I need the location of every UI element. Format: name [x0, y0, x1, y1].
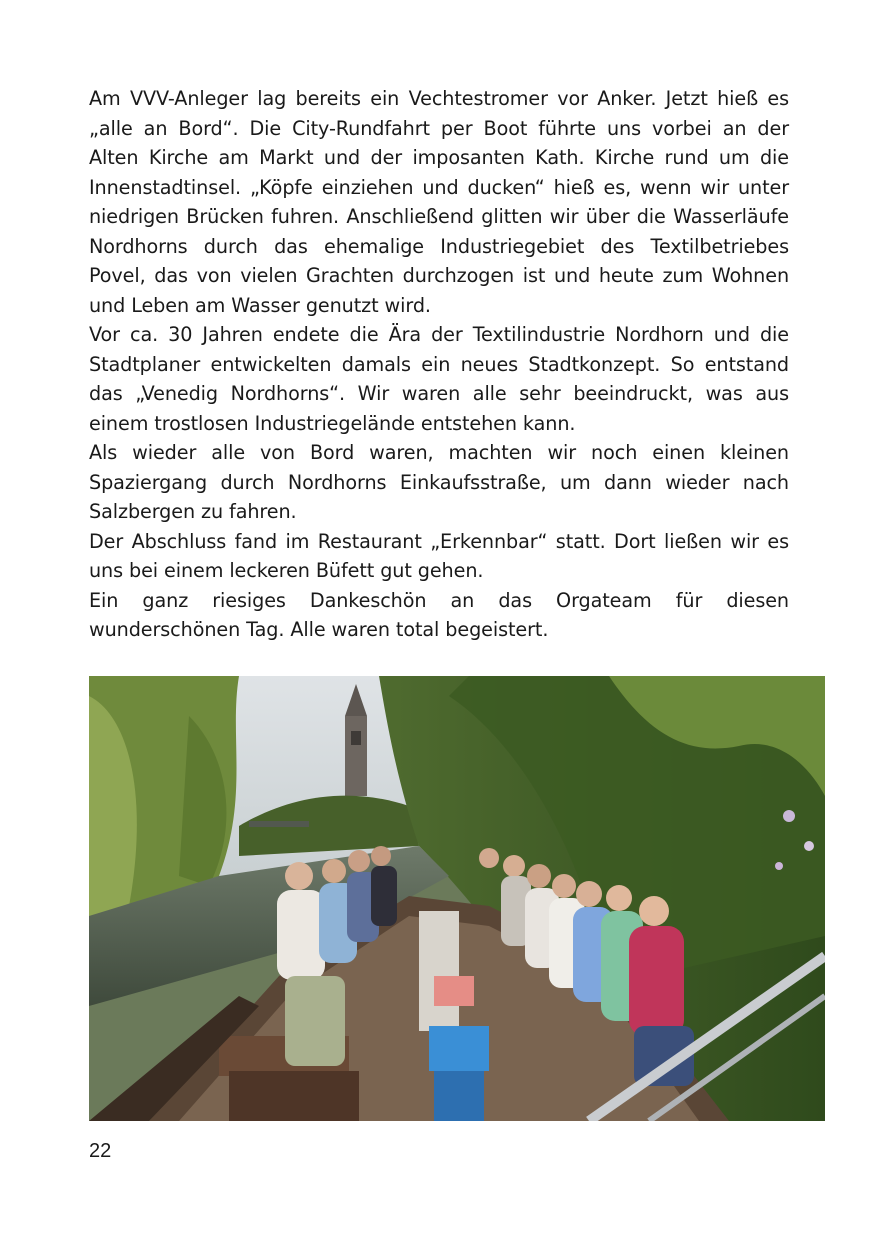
- paragraph-walk: Als wieder alle von Bord waren, machten wir noch einen kleinen Spaziergang durch Nordhorns Einkaufsstraße, um dann wieder nach Salzbergen zu fahren.: [89, 441, 789, 523]
- paragraph-boat-tour: Am VVV-Anleger lag bereits ein Vechtestromer vor Anker. Jetzt hieß es „alle an Bord“. Die City-Rundfahrt per Boot führte uns vorbei an der Alten Kirche am Markt und der imposanten Kath. Kirche rund um die Innenstadtinsel. „Köpfe einziehen und ducken“ hieß es, wenn wir unter niedrigen Brücken fuhren. Anschließend glitten wir über die Wasserläufe Nordhorns durch das ehemalige Industriegebiet des Textilbetriebes Povel, das von vielen Grachten durchzogen ist und heute zum Wohnen und Leben am Wasser genutzt wird.: [89, 87, 789, 317]
- photo-illustration: [89, 676, 825, 1121]
- paragraph-thanks: Ein ganz riesiges Dankeschön an das Orgateam für diesen wunderschönen Tag. Alle waren total begeistert.: [89, 588, 789, 641]
- boat-group-photo: [89, 676, 825, 1121]
- page-number: 22: [89, 1140, 112, 1162]
- body-text: [89, 84, 789, 645]
- paragraph-textile-history: Vor ca. 30 Jahren endete die Ära der Textilindustrie Nordhorn und die Stadtplaner entwickelten damals ein neues Stadtkonzept. So entstand das „Venedig Nordhorns“. Wir waren alle sehr beeindruckt, was aus einem trostlosen Industriegelände entstehen kann.: [89, 323, 789, 435]
- paragraph-restaurant: Der Abschluss fand im Restaurant „Erkennbar“ statt. Dort ließen wir es uns bei einem leckeren Büfett gut gehen.: [89, 529, 789, 582]
